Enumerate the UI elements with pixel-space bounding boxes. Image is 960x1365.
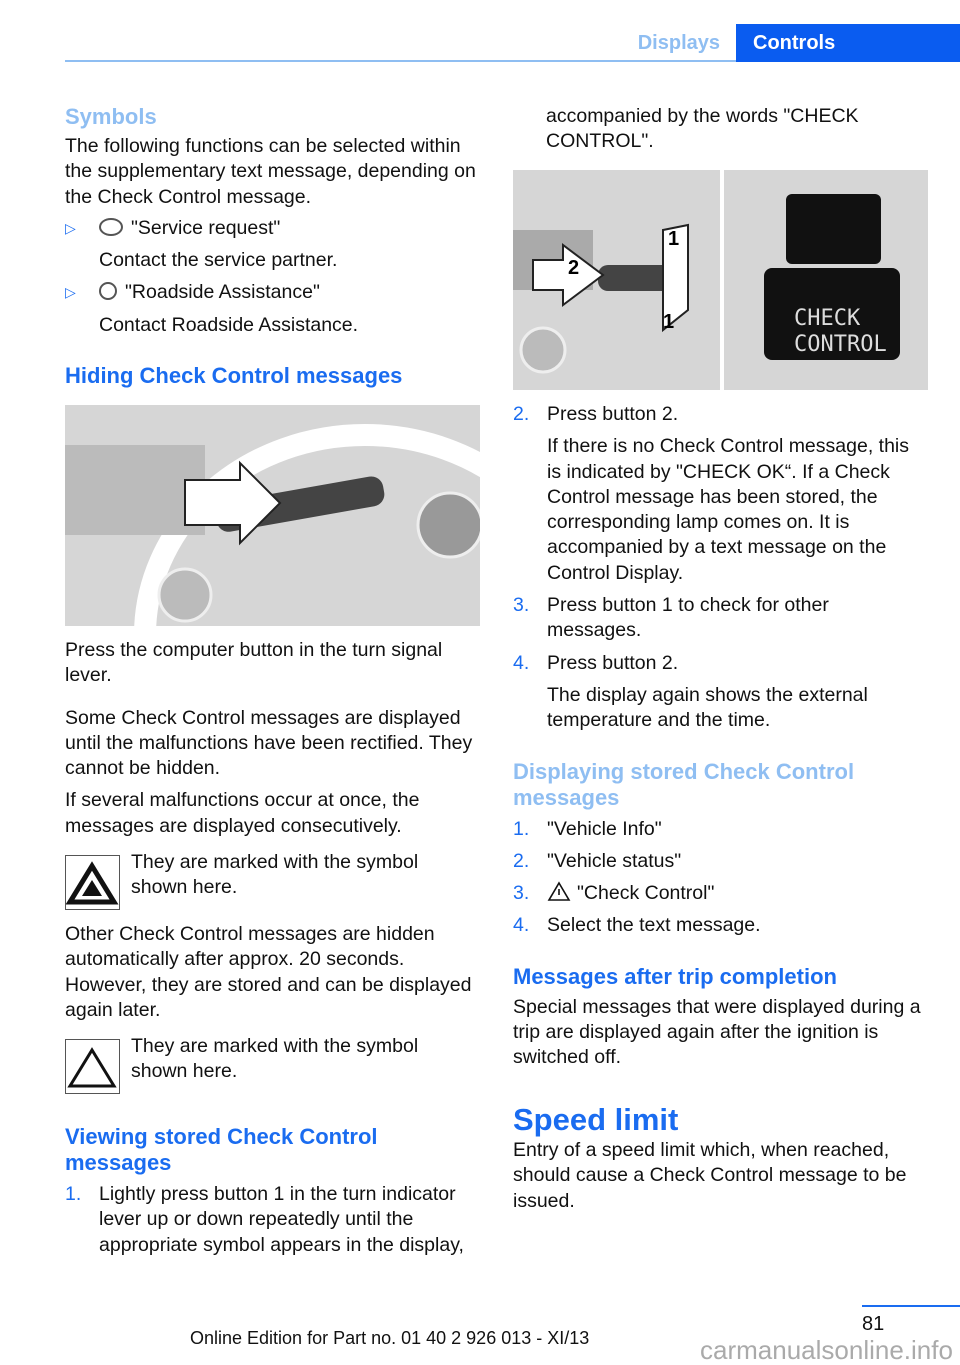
paragraph: Other Check Control messages are hidden automatically after approx. 20 seconds. However, they are stored and can be displayed again later. bbox=[65, 923, 472, 1021]
button-2-label: 2 bbox=[568, 257, 580, 279]
step-text: "Check Control" bbox=[577, 882, 715, 905]
paragraph: accompanied by the words "CHECK CONTROL". bbox=[546, 105, 859, 153]
bullet-desc: Contact Roadside Assistance. bbox=[99, 313, 359, 336]
bullet-desc: Contact the service partner. bbox=[99, 249, 338, 272]
step-number: 3. bbox=[513, 882, 530, 905]
list-item bbox=[513, 593, 928, 644]
list-item bbox=[65, 1182, 481, 1258]
right-continuation bbox=[546, 104, 931, 155]
lever-buttons-image bbox=[513, 170, 720, 390]
list-item bbox=[513, 849, 928, 874]
page-number: 81 bbox=[862, 1313, 885, 1335]
bmw-service-icon bbox=[99, 218, 123, 236]
list-item bbox=[513, 651, 928, 676]
bullet-label: "Service request" bbox=[131, 216, 281, 239]
list-item bbox=[513, 913, 928, 938]
paragraph: Some Check Control messages are displayed until the malfunctions have been rectified. They cannot be hidden. bbox=[65, 706, 473, 780]
bullet-label: "Roadside Assistance" bbox=[125, 281, 320, 304]
roadside-assistance-icon bbox=[99, 282, 117, 300]
viewing-section bbox=[65, 1124, 481, 1258]
trip-heading: Messages after trip completion bbox=[513, 963, 837, 989]
step-number: 2. bbox=[513, 403, 530, 425]
left-column-2 bbox=[65, 638, 481, 839]
symbols-heading: Symbols bbox=[65, 104, 157, 129]
bullet-service bbox=[65, 216, 481, 241]
steering-lever-image bbox=[65, 405, 480, 626]
paragraph: Press the computer button in the turn signal lever. bbox=[65, 639, 443, 687]
car-icon bbox=[786, 194, 881, 264]
step-number: 3. bbox=[513, 594, 530, 617]
right-steps bbox=[513, 402, 928, 1214]
step-number: 1. bbox=[513, 817, 530, 840]
display-line: CHECK bbox=[794, 306, 861, 331]
step-detail: If there is no Check Control message, this is indicated by "CHECK OK“. If a Check Control message has been stored, the corresponding lamp comes on. It is accompanied by a text message on the Control Display. bbox=[547, 435, 909, 584]
step-text: Lightly press button 1 in the turn indicator lever up or down repeatedly until the appropriate symbol appears in the display, bbox=[99, 1183, 464, 1256]
edition-footer: Online Edition for Part no. 01 40 2 926 013 - XI/13 bbox=[190, 1328, 590, 1348]
step-text: "Vehicle Info" bbox=[547, 817, 662, 840]
list-item bbox=[513, 817, 928, 842]
step-text: Press button 2. bbox=[547, 651, 679, 674]
step-number: 4. bbox=[513, 651, 530, 674]
symbol-description: They are marked with the symbol shown here. bbox=[131, 851, 419, 899]
step-text: Press button 2. bbox=[547, 403, 679, 425]
warning-triangle-outline-icon bbox=[65, 1039, 120, 1094]
step-number: 4. bbox=[513, 914, 530, 937]
step-text: "Vehicle status" bbox=[547, 849, 682, 872]
warning-triangle-icon bbox=[547, 881, 571, 901]
symbols-intro: The following functions can be selected within the supplementary text message, depending on the Check Control message. bbox=[65, 135, 476, 208]
hiding-heading: Hiding Check Control messages bbox=[65, 363, 403, 389]
button-1-down-label: 1 bbox=[663, 311, 675, 333]
bullet-roadside bbox=[65, 280, 481, 305]
paragraph: Special messages that were displayed during a trip are displayed again after the ignition is switched off. bbox=[513, 995, 921, 1069]
button-1-up-label: 1 bbox=[668, 228, 680, 250]
display-line: CONTROL bbox=[794, 332, 887, 357]
step-detail: The display again shows the external temperature and the time. bbox=[547, 683, 868, 732]
symbol-description: They are marked with the symbol shown here. bbox=[131, 1035, 419, 1083]
step-text: Press button 1 to check for other messages. bbox=[547, 594, 829, 642]
viewing-heading: Viewing stored Check Control messages bbox=[65, 1124, 378, 1175]
displaying-heading: Displaying stored Check Control messages bbox=[513, 758, 855, 810]
step-number: 2. bbox=[513, 849, 530, 872]
step-number: 1. bbox=[65, 1183, 82, 1205]
display-screen bbox=[764, 268, 900, 360]
step-text: Select the text message. bbox=[547, 914, 761, 937]
bullet-marker: ▷ bbox=[65, 219, 76, 236]
check-control-display-image bbox=[724, 170, 928, 390]
warning-triangle-filled-icon bbox=[65, 855, 120, 910]
paragraph: If several malfunctions occur at once, the messages are displayed consecutively. bbox=[65, 789, 420, 837]
page-number-rule bbox=[862, 1305, 960, 1307]
bullet-marker: ▷ bbox=[65, 284, 76, 301]
list-item bbox=[513, 881, 928, 906]
list-item bbox=[513, 402, 928, 427]
speed-limit-heading: Speed limit bbox=[513, 1101, 679, 1137]
watermark: carmanualsonline.info bbox=[700, 1335, 953, 1365]
tab-displays[interactable]: Displays bbox=[637, 32, 720, 54]
left-column bbox=[65, 104, 481, 389]
paragraph: Entry of a speed limit which, when reached, should cause a Check Control message to be issued. bbox=[513, 1138, 907, 1212]
tab-controls[interactable]: Controls bbox=[736, 24, 960, 62]
